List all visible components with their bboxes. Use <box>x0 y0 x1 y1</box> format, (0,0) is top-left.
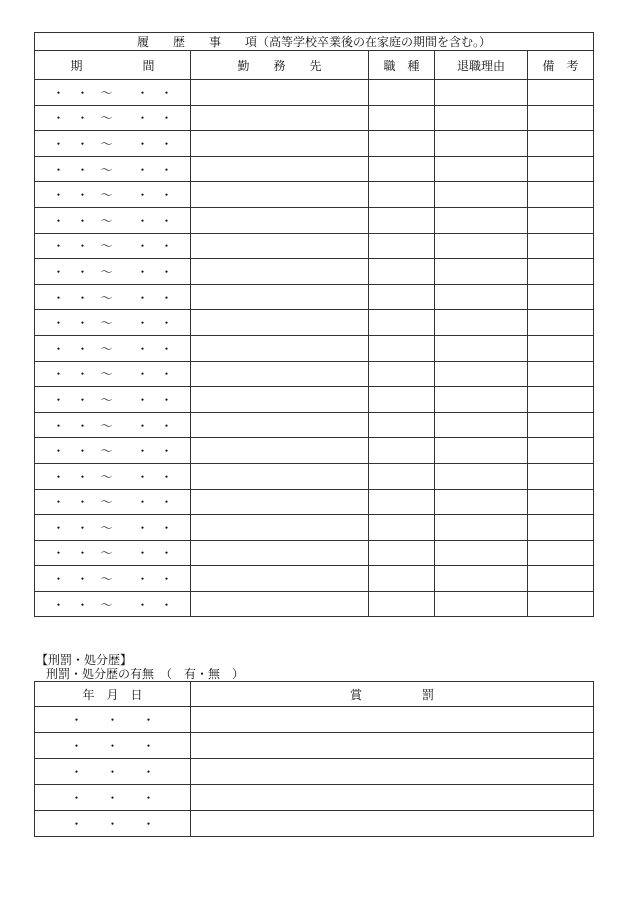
period-cell: ・ ・ ～ ・ ・ <box>35 515 191 541</box>
table-row <box>35 591 594 617</box>
workplace-cell[interactable] <box>191 182 369 208</box>
date-cell: ・ ・ ・ <box>35 733 191 759</box>
period-cell: ・ ・ ～ ・ ・ <box>35 284 191 310</box>
period-cell: ・ ・ ～ ・ ・ <box>35 387 191 413</box>
table-row <box>35 233 594 259</box>
table-row <box>35 207 594 233</box>
punishment-has-record: 刑罰・処分歴の有無 （ 有・無 ） <box>46 667 245 681</box>
remarks-cell[interactable] <box>528 489 594 515</box>
remarks-cell[interactable] <box>528 182 594 208</box>
workplace-cell[interactable] <box>191 259 369 285</box>
history-title: 履 歴 事 項（高等学校卒業後の在家庭の期間を含む。） <box>35 33 594 51</box>
remarks-cell[interactable] <box>528 566 594 592</box>
remarks-cell[interactable] <box>528 335 594 361</box>
job-type-cell[interactable] <box>369 335 435 361</box>
remarks-cell[interactable] <box>528 310 594 336</box>
period-cell: ・ ・ ～ ・ ・ <box>35 438 191 464</box>
reason-cell[interactable] <box>435 591 528 617</box>
job-type-cell[interactable] <box>369 438 435 464</box>
workplace-cell[interactable] <box>191 361 369 387</box>
table-row <box>35 412 594 438</box>
date-cell: ・ ・ ・ <box>35 785 191 811</box>
period-cell: ・ ・ ～ ・ ・ <box>35 259 191 285</box>
reason-cell[interactable] <box>435 105 528 131</box>
period-cell: ・ ・ ～ ・ ・ <box>35 591 191 617</box>
table-row <box>35 489 594 515</box>
remarks-cell[interactable] <box>528 463 594 489</box>
remarks-cell[interactable] <box>528 361 594 387</box>
period-cell: ・ ・ ～ ・ ・ <box>35 310 191 336</box>
remarks-cell[interactable] <box>528 515 594 541</box>
workplace-cell[interactable] <box>191 489 369 515</box>
table-row <box>35 463 594 489</box>
job-type-cell[interactable] <box>369 131 435 157</box>
period-cell: ・ ・ ～ ・ ・ <box>35 207 191 233</box>
reason-cell[interactable] <box>435 489 528 515</box>
job-type-cell[interactable] <box>369 284 435 310</box>
workplace-cell[interactable] <box>191 387 369 413</box>
table-row <box>35 182 594 208</box>
header-period: 期 間 <box>35 51 191 80</box>
table-row <box>35 733 594 759</box>
table-row <box>35 540 594 566</box>
workplace-cell[interactable] <box>191 105 369 131</box>
workplace-cell[interactable] <box>191 438 369 464</box>
reason-cell[interactable] <box>435 515 528 541</box>
punishment-table <box>34 681 594 837</box>
job-type-cell[interactable] <box>369 259 435 285</box>
table-row <box>35 515 594 541</box>
workplace-cell[interactable] <box>191 463 369 489</box>
history-header-row <box>35 51 594 80</box>
period-cell: ・ ・ ～ ・ ・ <box>35 463 191 489</box>
workplace-cell[interactable] <box>191 515 369 541</box>
period-cell: ・ ・ ～ ・ ・ <box>35 540 191 566</box>
reason-cell[interactable] <box>435 131 528 157</box>
table-row <box>35 387 594 413</box>
workplace-cell[interactable] <box>191 207 369 233</box>
job-type-cell[interactable] <box>369 233 435 259</box>
header-date: 年 月 日 <box>35 682 191 707</box>
reason-cell[interactable] <box>435 233 528 259</box>
table-row <box>35 361 594 387</box>
job-type-cell[interactable] <box>369 80 435 106</box>
period-cell: ・ ・ ～ ・ ・ <box>35 156 191 182</box>
job-type-cell[interactable] <box>369 515 435 541</box>
reason-cell[interactable] <box>435 80 528 106</box>
table-row <box>35 131 594 157</box>
punishment-header-row <box>35 682 594 707</box>
remarks-cell[interactable] <box>528 105 594 131</box>
workplace-cell[interactable] <box>191 566 369 592</box>
reason-cell[interactable] <box>435 540 528 566</box>
reason-cell[interactable] <box>435 310 528 336</box>
reason-cell[interactable] <box>435 463 528 489</box>
workplace-cell[interactable] <box>191 284 369 310</box>
remarks-cell[interactable] <box>528 131 594 157</box>
table-row <box>35 335 594 361</box>
workplace-cell[interactable] <box>191 233 369 259</box>
reason-cell[interactable] <box>435 182 528 208</box>
workplace-cell[interactable] <box>191 310 369 336</box>
header-remarks: 備 考 <box>528 51 594 80</box>
reason-cell[interactable] <box>435 387 528 413</box>
job-type-cell[interactable] <box>369 489 435 515</box>
reason-cell[interactable] <box>435 361 528 387</box>
job-type-cell[interactable] <box>369 387 435 413</box>
table-row <box>35 284 594 310</box>
table-row <box>35 707 594 733</box>
job-type-cell[interactable] <box>369 591 435 617</box>
date-cell: ・ ・ ・ <box>35 759 191 785</box>
remarks-cell[interactable] <box>528 156 594 182</box>
table-row <box>35 156 594 182</box>
workplace-cell[interactable] <box>191 412 369 438</box>
period-cell: ・ ・ ～ ・ ・ <box>35 335 191 361</box>
detail-cell[interactable] <box>191 707 594 733</box>
table-row <box>35 811 594 837</box>
remarks-cell[interactable] <box>528 207 594 233</box>
detail-cell[interactable] <box>191 785 594 811</box>
workplace-cell[interactable] <box>191 80 369 106</box>
reason-cell[interactable] <box>435 438 528 464</box>
period-cell: ・ ・ ～ ・ ・ <box>35 489 191 515</box>
table-row <box>35 566 594 592</box>
reason-cell[interactable] <box>435 335 528 361</box>
reason-cell[interactable] <box>435 207 528 233</box>
job-type-cell[interactable] <box>369 361 435 387</box>
reason-cell[interactable] <box>435 412 528 438</box>
remarks-cell[interactable] <box>528 412 594 438</box>
detail-cell[interactable] <box>191 733 594 759</box>
job-type-cell[interactable] <box>369 207 435 233</box>
reason-cell[interactable] <box>435 284 528 310</box>
period-cell: ・ ・ ～ ・ ・ <box>35 233 191 259</box>
remarks-cell[interactable] <box>528 387 594 413</box>
reason-cell[interactable] <box>435 156 528 182</box>
table-row <box>35 759 594 785</box>
remarks-cell[interactable] <box>528 591 594 617</box>
table-row <box>35 785 594 811</box>
detail-cell[interactable] <box>191 811 594 837</box>
workplace-cell[interactable] <box>191 156 369 182</box>
job-type-cell[interactable] <box>369 105 435 131</box>
period-cell: ・ ・ ～ ・ ・ <box>35 105 191 131</box>
table-row <box>35 80 594 106</box>
remarks-cell[interactable] <box>528 80 594 106</box>
detail-cell[interactable] <box>191 759 594 785</box>
period-cell: ・ ・ ～ ・ ・ <box>35 182 191 208</box>
history-title-row <box>35 33 594 51</box>
workplace-cell[interactable] <box>191 591 369 617</box>
reason-cell[interactable] <box>435 566 528 592</box>
history-table <box>34 32 594 617</box>
job-type-cell[interactable] <box>369 310 435 336</box>
header-detail: 賞 罰 <box>191 682 594 707</box>
remarks-cell[interactable] <box>528 233 594 259</box>
reason-cell[interactable] <box>435 259 528 285</box>
table-row <box>35 105 594 131</box>
period-cell: ・ ・ ～ ・ ・ <box>35 131 191 157</box>
header-job-type: 職 種 <box>369 51 435 80</box>
workplace-cell[interactable] <box>191 540 369 566</box>
job-type-cell[interactable] <box>369 566 435 592</box>
period-cell: ・ ・ ～ ・ ・ <box>35 412 191 438</box>
period-cell: ・ ・ ～ ・ ・ <box>35 361 191 387</box>
table-row <box>35 310 594 336</box>
remarks-cell[interactable] <box>528 259 594 285</box>
job-type-cell[interactable] <box>369 182 435 208</box>
punishment-section-title: 【刑罰・処分歴】 <box>36 653 133 667</box>
date-cell: ・ ・ ・ <box>35 707 191 733</box>
period-cell: ・ ・ ～ ・ ・ <box>35 80 191 106</box>
period-cell: ・ ・ ～ ・ ・ <box>35 566 191 592</box>
workplace-cell[interactable] <box>191 335 369 361</box>
header-workplace: 勤 務 先 <box>191 51 369 80</box>
header-reason: 退職理由 <box>435 51 528 80</box>
job-type-cell[interactable] <box>369 463 435 489</box>
table-row <box>35 259 594 285</box>
date-cell: ・ ・ ・ <box>35 811 191 837</box>
workplace-cell[interactable] <box>191 131 369 157</box>
remarks-cell[interactable] <box>528 284 594 310</box>
remarks-cell[interactable] <box>528 540 594 566</box>
job-type-cell[interactable] <box>369 412 435 438</box>
remarks-cell[interactable] <box>528 438 594 464</box>
job-type-cell[interactable] <box>369 156 435 182</box>
table-row <box>35 438 594 464</box>
job-type-cell[interactable] <box>369 540 435 566</box>
